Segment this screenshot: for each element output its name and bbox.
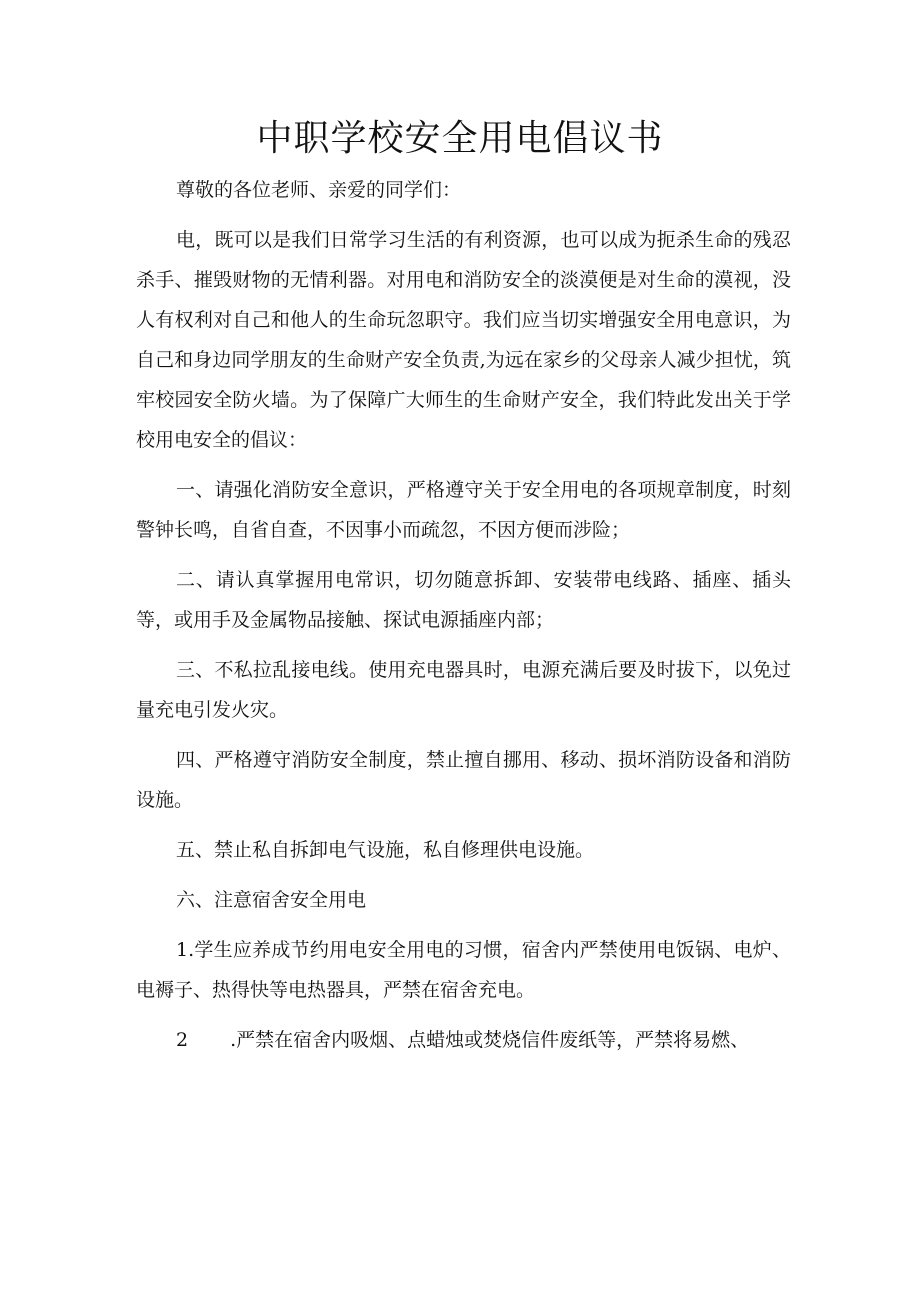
proposal-item-5: 五、禁止私自拆卸电气设施，私自修理供电设施。 [176,839,595,861]
proposal-item-3: 三、不私拉乱接电线。使用充电器具时，电源充满后要及时拔下，以免过量充电引发火灾。 [136,659,791,721]
sub-item-number: 1 [176,939,189,961]
proposal-item-6: 六、注意宿舍安全用电 [176,889,367,911]
sub-item-text: .学生应养成节约用电安全用电的习惯，宿舍内严禁使用电饭锅、电炉、电褥子、热得快等电热器具，严禁在宿舍充电。 [136,939,791,1001]
sub-item-2 [136,1020,791,1060]
intro-paragraph: 电，既可以是我们日常学习生活的有利资源，也可以成为扼杀生命的残忍杀手、摧毁财物的无情利器。对用电和消防安全的淡漠便是对生命的漠视，没人有权利对自己和他人的生命玩忽职守。我们应当切实增强安全用电意识，为自己和身边同学朋友的生命财产安全负责,为远在家乡的父母亲人减少担忧，筑牢校园安全防火墙。为了保障广大师生的生命财产安全，我们特此发出关于学校用电安全的倡议： [136,229,791,451]
proposal-item-1: 一、请强化消防安全意识，严格遵守关于安全用电的各项规章制度，时刻警钟长鸣，自省自查，不因事小而疏忽，不因方便而涉险； [136,479,791,541]
proposal-item-4: 四、严格遵守消防安全制度，禁止擅自挪用、移动、损坏消防设备和消防设施。 [136,749,791,811]
document-body [136,170,791,1070]
sub-item-text: .严禁在宿舍内吸烟、点蜡烛或焚烧信件废纸等，严禁将易燃、 [230,1029,750,1051]
greeting: 尊敬的各位老师、亲爱的同学们： [176,179,462,201]
proposal-item-2: 二、请认真掌握用电常识，切勿随意拆卸、安装带电线路、插座、插头等，或用手及金属物品接触、探试电源插座内部； [136,569,791,631]
sub-item-1 [136,930,791,1010]
sub-item-number: 2 [176,1029,189,1051]
document-title: 中职学校安全用电倡议书 [256,118,664,159]
